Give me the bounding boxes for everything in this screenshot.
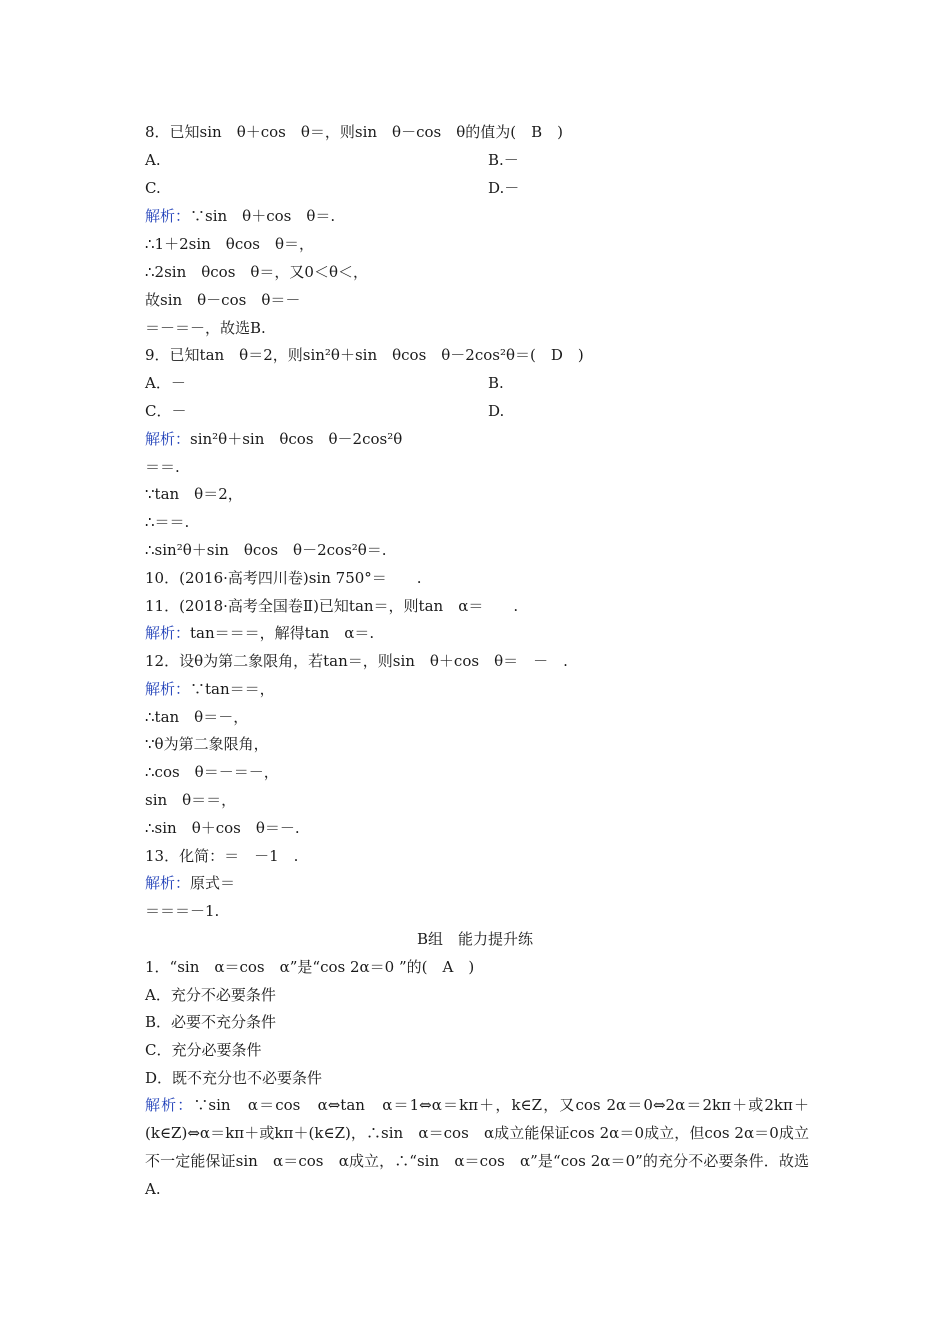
line-text: 原式＝ <box>190 874 236 892</box>
line-text: 11．(2018·高考全国卷Ⅱ)已知tan＝，则tan α＝ . <box>145 597 519 615</box>
option-right: B.－ <box>488 151 519 169</box>
line-text: A．充分不必要条件 <box>145 986 276 1004</box>
text-line <box>145 206 335 226</box>
text-line <box>145 1012 276 1032</box>
text-line <box>145 290 300 310</box>
line-text: ∴2sin θcos θ＝，又0＜θ＜， <box>145 263 369 281</box>
line-text: B．必要不充分条件 <box>145 1013 277 1031</box>
line-text: 12．设θ为第二象限角，若tan＝，则sin θ＋cos θ＝ － . <box>145 652 568 670</box>
line-text: ∴＝＝. <box>145 513 190 531</box>
line-text: sin θ＝＝， <box>145 791 237 809</box>
explanation-label: 解析： <box>145 680 191 698</box>
line-text: ∵θ为第二象限角， <box>145 735 269 753</box>
final-explanation <box>145 1091 809 1203</box>
text-line <box>145 957 474 977</box>
option-right: D.－ <box>488 179 520 197</box>
text-line <box>145 596 518 616</box>
explanation-label: 解析： <box>145 874 191 892</box>
text-line <box>145 651 568 671</box>
line-text: C. <box>145 179 161 197</box>
text-line <box>145 790 236 810</box>
line-text: ∵tan＝＝， <box>190 680 275 698</box>
option-right: D. <box>488 402 505 420</box>
line-text: A．－ <box>145 374 186 392</box>
explanation-text: ∵sin α＝cos α⇔tan α＝1⇔α＝kπ＋，k∈Z，又cos 2α＝0⇔2α＝2kπ＋或2kπ＋(k∈Z)⇔α＝kπ＋或kπ＋(k∈Z)，∴sin α＝cos α成立能保证cos 2α＝0成立，但cos 2α＝0成立不一定能保证sin α＝cos α成立，∴“sin α＝cos α”是“cos 2α＝0”的充分不必要条件．故选A. <box>145 1096 809 1198</box>
line-text: tan＝＝＝，解得tan α＝. <box>190 624 375 642</box>
text-line <box>145 150 161 170</box>
line-text: 9．已知tan θ＝2，则sin²θ＋sin θcos θ－2cos²θ＝( D ) <box>145 346 584 364</box>
text-line <box>145 734 269 754</box>
text-line <box>145 707 248 727</box>
line-text: A. <box>145 151 161 169</box>
line-text: ∵tan θ＝2， <box>145 485 243 503</box>
text-line <box>145 873 235 893</box>
explanation-label: 解析： <box>145 207 191 225</box>
text-line <box>145 178 161 198</box>
text-line <box>145 1040 261 1060</box>
text-line <box>145 234 314 254</box>
text-line <box>145 679 275 699</box>
line-text: ∴tan θ＝－， <box>145 708 249 726</box>
line-text: 13．化简：＝ －1 . <box>145 847 299 865</box>
line-text: sin²θ＋sin θcos θ－2cos²θ <box>190 430 403 448</box>
text-line <box>145 985 276 1005</box>
line-text: ∴sin θ＋cos θ＝－. <box>145 819 300 837</box>
line-text: D．既不充分也不必要条件 <box>145 1069 323 1087</box>
explanation-label: 解析： <box>145 430 191 448</box>
text-line <box>145 901 219 921</box>
line-text: ∵sin θ＋cos θ＝. <box>190 207 336 225</box>
text-line <box>145 540 387 560</box>
text-line <box>145 484 243 504</box>
explanation-label: 解析： <box>145 624 191 642</box>
line-text: ＝＝＝－1. <box>145 902 220 920</box>
text-line <box>145 846 298 866</box>
line-text: 8．已知sin θ＋cos θ＝，则sin θ－cos θ的值为( B ) <box>145 123 563 141</box>
text-line <box>145 818 300 838</box>
line-text: ∴cos θ＝－＝－， <box>145 763 279 781</box>
explanation-label: 解析： <box>145 1096 194 1114</box>
line-text: ∴sin²θ＋sin θcos θ－2cos²θ＝. <box>145 541 387 559</box>
line-text: 1．“sin α＝cos α”是“cos 2α＝0 ”的( A ) <box>145 958 475 976</box>
option-right: B. <box>488 374 504 392</box>
text-line <box>145 568 422 588</box>
line-text: 10．(2016·高考四川卷)sin 750°＝ . <box>145 569 422 587</box>
text-line <box>145 318 266 338</box>
text-line <box>145 512 189 532</box>
text-line <box>145 401 186 421</box>
text-line <box>145 429 402 449</box>
text-line <box>145 345 584 365</box>
line-text: C．－ <box>145 402 187 420</box>
text-line <box>145 623 374 643</box>
text-line <box>145 262 368 282</box>
line-text: ＝＝. <box>145 458 180 476</box>
text-line <box>145 1068 322 1088</box>
line-text: ∴1＋2sin θcos θ＝， <box>145 235 314 253</box>
line-text: ＝－＝－，故选B. <box>145 319 266 337</box>
line-text: 故sin θ－cos θ＝－ <box>145 291 301 309</box>
line-text: C．充分必要条件 <box>145 1041 262 1059</box>
text-line <box>145 762 279 782</box>
text-line <box>145 373 186 393</box>
section-title: B组 能力提升练 <box>416 930 534 948</box>
text-line <box>145 457 180 477</box>
text-line <box>145 122 563 142</box>
